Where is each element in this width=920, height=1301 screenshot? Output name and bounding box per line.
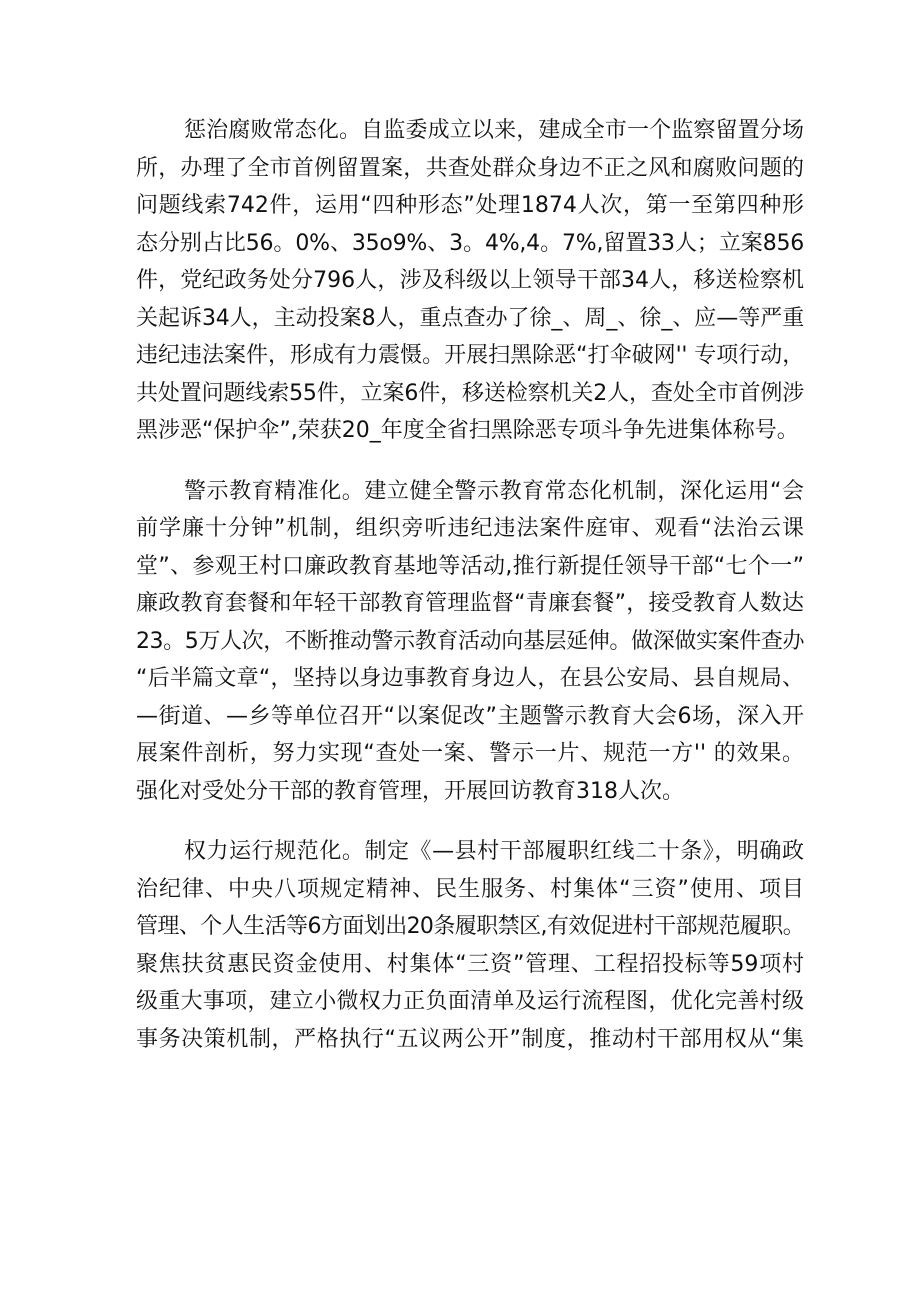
text-line: 共处置问题线索55件，立案6件，移送检察机关2人，查处全市首例涉: [136, 380, 804, 406]
text-line: —街道、—乡等单位召开“以案促改”主题警示教育大会6场，深入开: [136, 703, 804, 729]
text-line: 廉政教育套餐和年轻干部教育管理监督“青廉套餐”，接受教育人数达: [136, 591, 804, 616]
document-body: [136, 112, 804, 1058]
text-line: 展案件剖析，努力实现“查处一案、警示一片、规范一方'' 的效果。: [136, 741, 804, 766]
paragraph-corruption-punishment: [136, 112, 804, 450]
paragraph-warning-education: [136, 473, 804, 811]
text-line: 堂”、参观王村口廉政教育基地等活动,推行新提任领导干部“七个一”: [136, 553, 804, 579]
text-line: 管理、个人生活等6方面划出20条履职禁区,有效促进村干部规范履职。: [136, 914, 804, 939]
text-line: 关起诉34人，主动投案8人，重点查办了徐_、周_、徐_、应—等严重: [136, 305, 804, 331]
paragraph-gap: [136, 810, 804, 833]
text-line: “后半篇文章“，坚持以身边事教育身边人，在县公安局、县自规局、: [136, 666, 804, 691]
text-line: 聚焦扶贫惠民资金使用、村集体“三资”管理、工程招投标等59项村: [136, 951, 804, 977]
text-line: 23。5万人次，不断推动警示教育活动向基层延伸。做深做实案件查办: [136, 628, 804, 654]
text-line: 警示教育精准化。建立健全警示教育常态化机制，深化运用“会: [184, 478, 804, 504]
text-line: 级重大事项，建立小微权力正负面清单及运行流程图，优化完善村级: [136, 989, 804, 1014]
text-line: 态分别占比56。0%、35o9%、3。4%,4。7%,留置33人；立案856: [136, 230, 804, 256]
paragraph-power-regulation: [136, 833, 804, 1058]
text-line: 强化对受处分干部的教育管理，开展回访教育318人次。: [136, 778, 684, 804]
text-line: 所，办理了全市首例留置案，共查处群众身边不正之风和腐败问题的: [136, 155, 804, 181]
text-line: 事务决策机制，严格执行“五议两公开”制度，推动村干部用权从“集: [136, 1026, 804, 1052]
text-line: 问题线索742件，运用“四种形态”处理1874人次，第一至第四种形: [136, 193, 804, 218]
text-line: 治纪律、中央八项规定精神、民生服务、村集体“三资”使用、项目: [136, 876, 804, 902]
text-line: 惩治腐败常态化。自监委成立以来，建成全市一个监察留置分场: [184, 118, 804, 143]
text-line: 前学廉十分钟”机制，组织旁听违纪违法案件庭审、观看“法治云课: [136, 516, 804, 541]
text-line: 权力运行规范化。制定《—县村干部履职红线二十条》，明确政: [184, 839, 804, 864]
text-line: 黑涉恶“保护伞”,荣获20_年度全省扫黑除恶专项斗争先进集体称号。: [136, 418, 799, 443]
text-line: 违纪违法案件，形成有力震慑。开展扫黑除恶“打伞破网'' 专项行动，: [136, 343, 804, 368]
paragraph-gap: [136, 450, 804, 473]
text-line: 件，党纪政务处分796人，涉及科级以上领导干部34人，移送检察机: [136, 268, 804, 293]
